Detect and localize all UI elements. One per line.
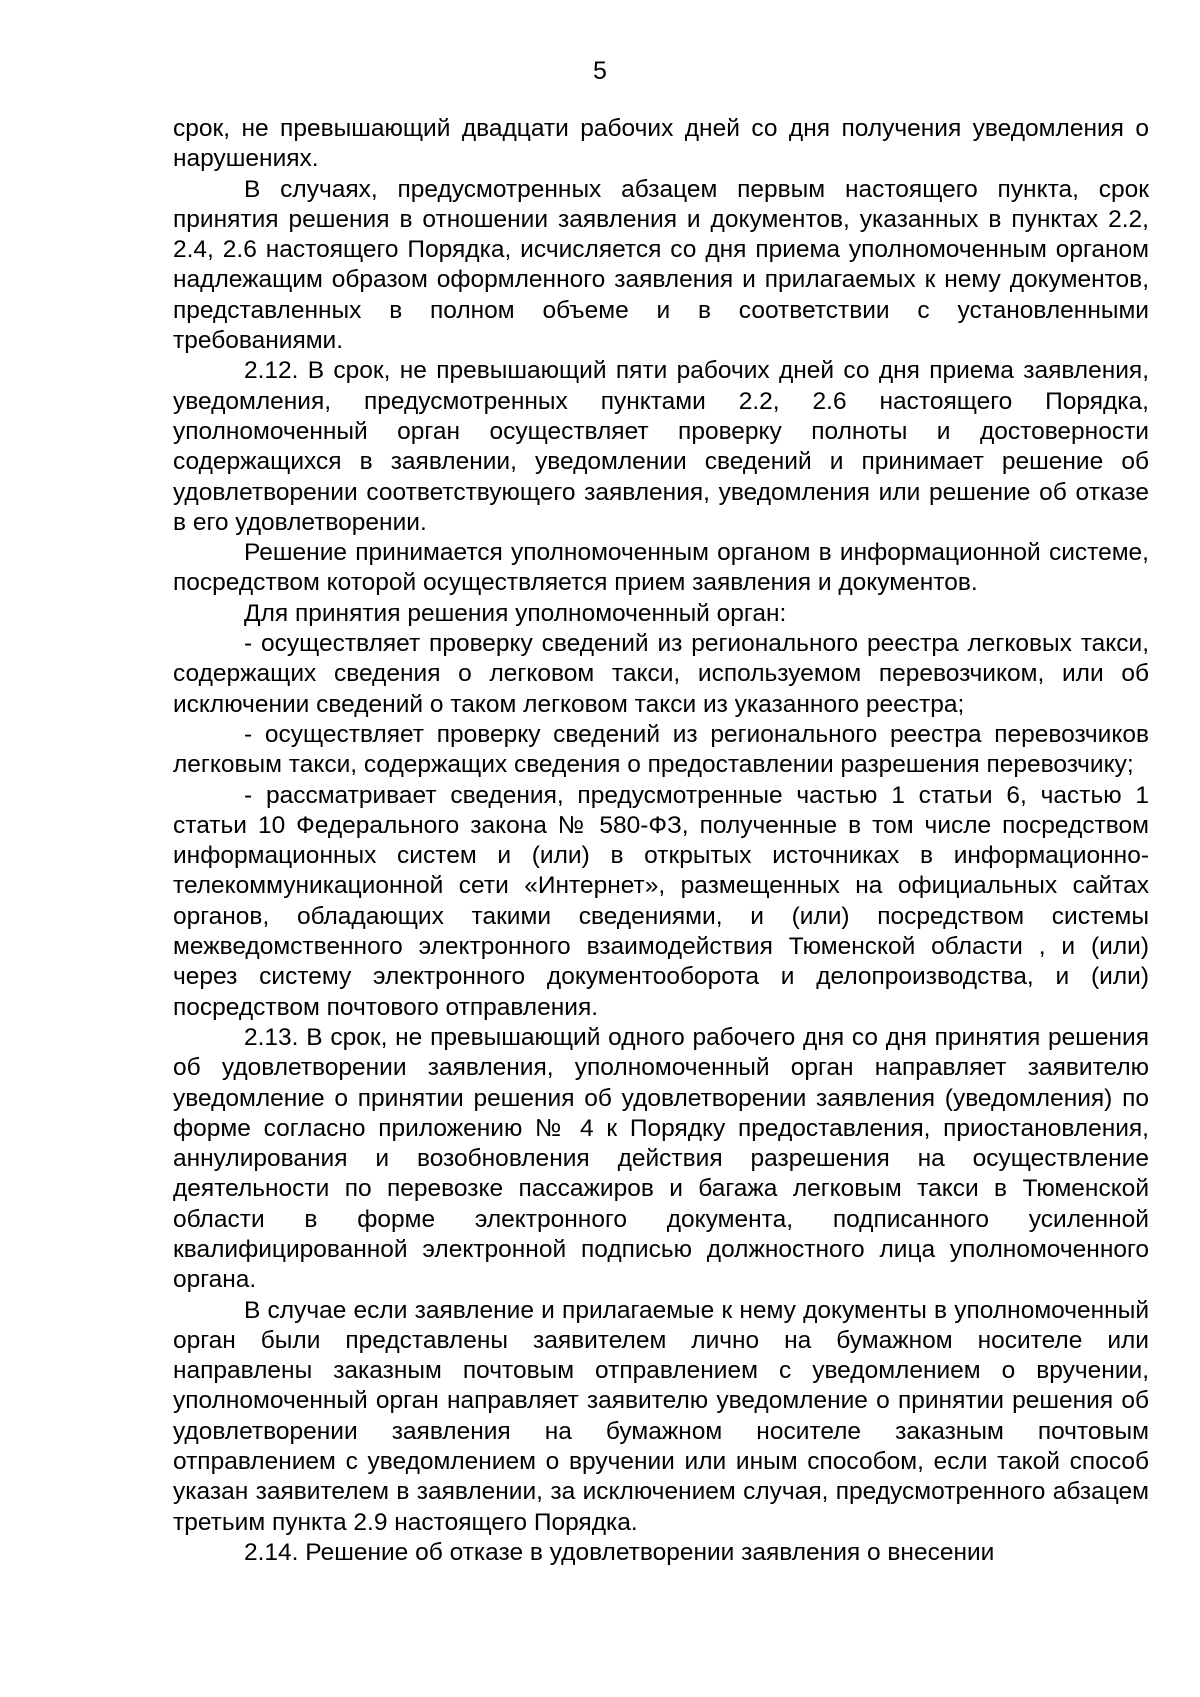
paragraph-2-13: 2.13. В срок, не превышающий одного рабочего дня со дня принятия решения об удовлетворении заявления, уполномоченный орган направляет заявителю уведомление о принятии решения об удовлетворении заявления (уведомления) по форме согласно приложению № 4 к Порядку предоставления, приостановления, аннулирования и возобновления действия разрешения на осуществление деятельности по перевозке пассажиров и багажа легковым такси в Тюменской области в форме электронного документа, подписанного усиленной квалифицированной электронной подписью должностного лица уполномоченного органа.	[173, 1023, 1149, 1294]
paragraph-2-12: 2.12. В срок, не превышающий пяти рабочих дней со дня приема заявления, уведомления, предусмотренных пунктами 2.2, 2.6 настоящего Порядка, уполномоченный орган осуществляет проверку полноты и достоверности содержащихся в заявлении, уведомлении сведений и принимает решение об удовлетворении соответствующего заявления, уведомления или решение об отказе в его удовлетворении.	[173, 357, 1149, 536]
paragraph-2-14: 2.14. Решение об отказе в удовлетворении заявления о внесении	[244, 1538, 995, 1566]
list-item-federal-law: - рассматривает сведения, предусмотренные частью 1 статьи 6, частью 1 статьи 10 Федерального закона № 580-ФЗ, полученные в том числе посредством информационных систем и (или) в открытых источниках в информационно-телекоммуникационной сети «Интернет», размещенных на официальных сайтах органов, обладающих такими сведениями, и (или) посредством системы межведомственного электронного взаимодействия Тюменской области , и (или) через систему электронного документооборота и делопроизводства, и (или) посредством почтового отправления.	[173, 781, 1149, 1021]
page-number: 5	[593, 57, 607, 85]
list-item-taxi-registry: - осуществляет проверку сведений из регионального реестра легковых такси, содержащих сведения о легковом такси, используемом перевозчиком, или об исключении сведений о таком легковом такси из указанного реестра;	[173, 630, 1149, 718]
paragraph-term-calculation: В случаях, предусмотренных абзацем первым настоящего пункта, срок принятия решения в отношении заявления и документов, указанных в пунктах 2.2, 2.4, 2.6 настоящего Порядка, исчисляется со дня приема уполномоченным органом надлежащим образом оформленного заявления и прилагаемых к нему документов, представленных в полном объеме и в соответствии с установленными требованиями.	[173, 175, 1149, 355]
document-body	[173, 114, 1149, 1568]
paragraph-decision-intro: Для принятия решения уполномоченный орган:	[244, 599, 787, 627]
paragraph-continuation: срок, не превышающий двадцати рабочих дней со дня получения уведомления о нарушениях.	[173, 115, 1149, 173]
list-item-carrier-registry: - осуществляет проверку сведений из регионального реестра перевозчиков легковым такси, содержащих сведения о предоставлении разрешения перевозчику;	[173, 720, 1149, 779]
paragraph-decision-system: Решение принимается уполномоченным органом в информационной системе, посредством которой осуществляется прием заявления и документов.	[173, 539, 1149, 597]
paragraph-paper-notice: В случае если заявление и прилагаемые к нему документы в уполномоченный орган были представлены заявителем лично на бумажном носителе или направлены заказным почтовым отправлением с уведомлением о вручении, уполномоченный орган направляет заявителю уведомление о принятии решения об удовлетворении заявления на бумажном носителе заказным почтовым отправлением с уведомлением о вручении или иным способом, если такой способ указан заявителем в заявлении, за исключением случая, предусмотренного абзацем третьим пункта 2.9 настоящего Порядка.	[173, 1296, 1149, 1536]
